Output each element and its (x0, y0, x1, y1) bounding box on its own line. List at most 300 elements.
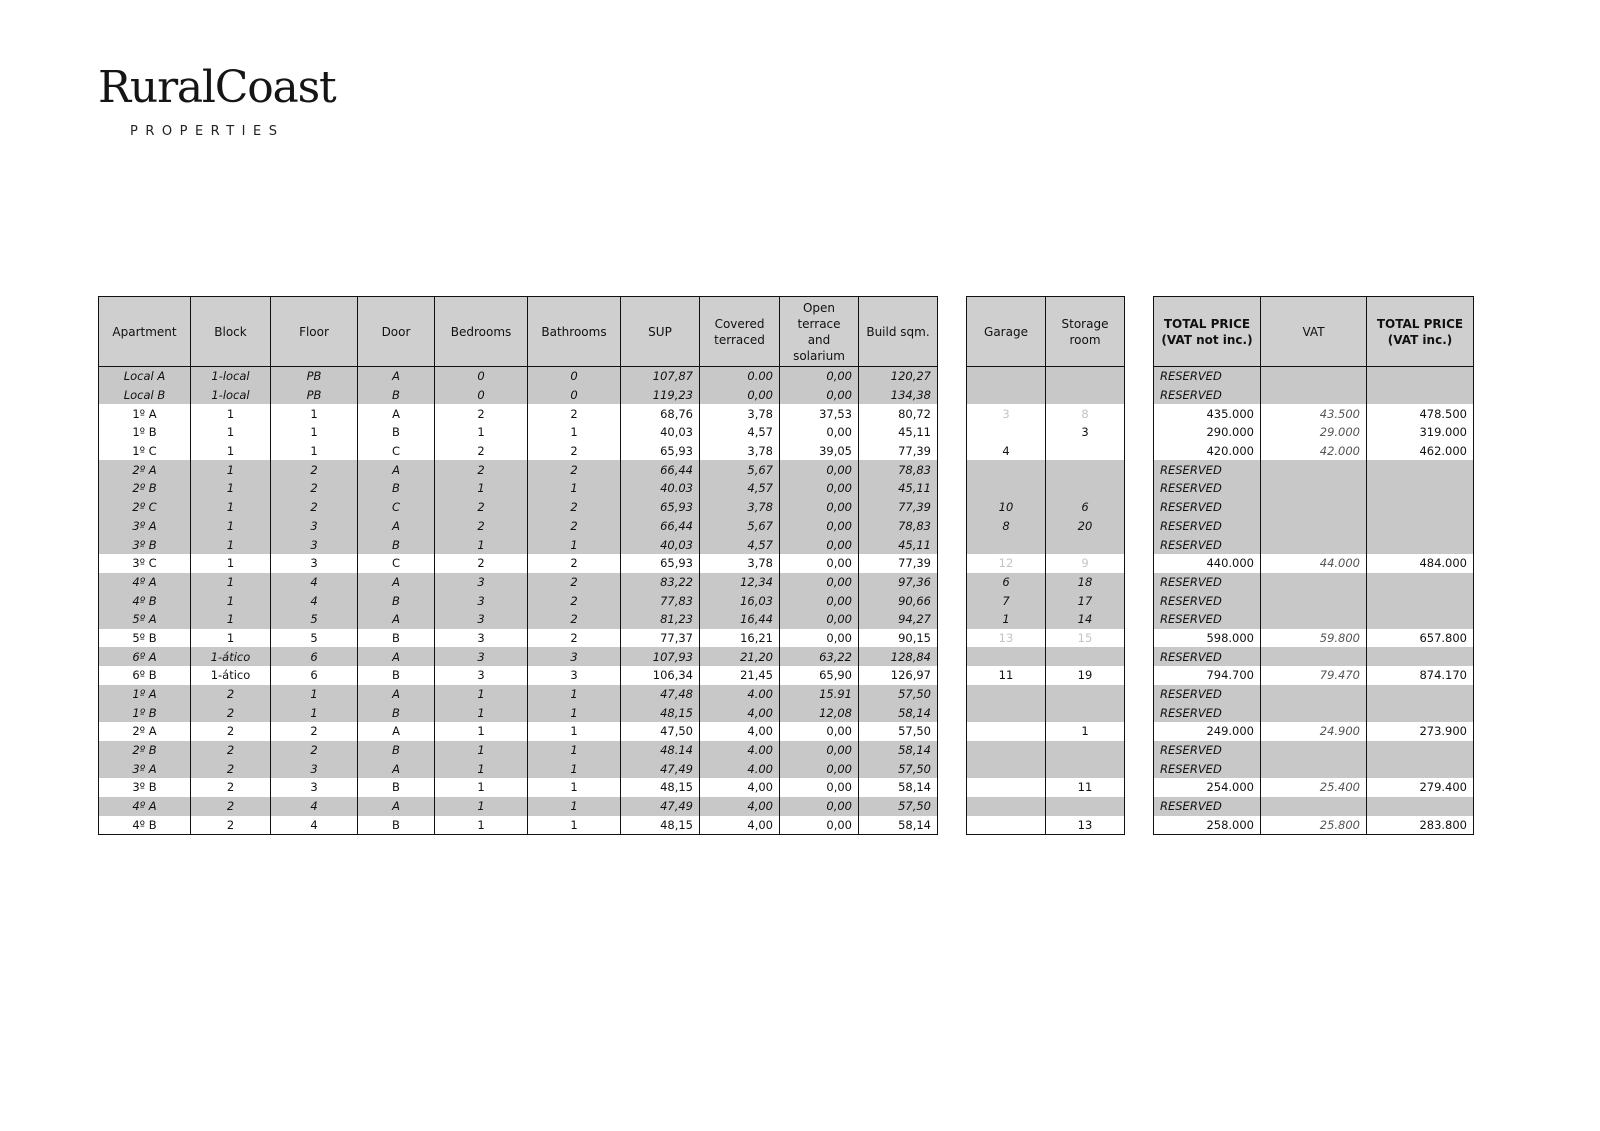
block-cell: 1 (191, 404, 271, 423)
total-price-inc-vat-cell: 273.900 (1367, 722, 1474, 741)
table-row (1154, 442, 1474, 461)
sup-cell: 40,03 (621, 423, 700, 442)
brand-tagline: PROPERTIES (130, 124, 285, 139)
build-sqm-cell: 128,84 (859, 647, 938, 666)
total-price-inc-vat-cell (1367, 797, 1474, 816)
storage-room-cell: 3 (1046, 423, 1125, 442)
total-price-ex-vat-cell: RESERVED (1154, 703, 1261, 722)
bedrooms-cell: 3 (435, 591, 528, 610)
garage-cell: 8 (967, 517, 1046, 536)
total-price-inc-vat-cell (1367, 460, 1474, 479)
total-price-ex-vat-cell: RESERVED (1154, 685, 1261, 704)
floor-cell: PB (271, 367, 358, 386)
garage-cell (967, 367, 1046, 386)
bathrooms-cell: 1 (528, 778, 621, 797)
door-cell: A (358, 573, 435, 592)
apartment-cell: 6º B (99, 666, 191, 685)
door-cell: B (358, 591, 435, 610)
door-cell: B (358, 778, 435, 797)
table-row (1154, 666, 1474, 685)
door-cell: A (358, 759, 435, 778)
garage-cell (967, 722, 1046, 741)
apartment-cell: 1º A (99, 685, 191, 704)
covered-terraced-cell: 16,44 (700, 610, 780, 629)
covered-terraced-cell: 4,57 (700, 423, 780, 442)
build-sqm-cell: 45,11 (859, 423, 938, 442)
floor-cell: 6 (271, 647, 358, 666)
build-sqm-cell: 77,39 (859, 554, 938, 573)
floor-cell: 2 (271, 479, 358, 498)
garage-cell: 12 (967, 554, 1046, 573)
sup-cell: 48,15 (621, 778, 700, 797)
block-cell: 2 (191, 797, 271, 816)
brand-name: RuralCoast (98, 62, 336, 113)
storage-room-cell (1046, 442, 1125, 461)
floor-cell: 5 (271, 610, 358, 629)
total-price-inc-vat-cell: 478.500 (1367, 404, 1474, 423)
table-row (99, 404, 938, 423)
build-sqm-cell: 77,39 (859, 442, 938, 461)
total-price-ex-vat-cell: RESERVED (1154, 479, 1261, 498)
vat-cell (1261, 517, 1367, 536)
total-price-ex-vat-cell: RESERVED (1154, 759, 1261, 778)
apartment-cell: 3º A (99, 759, 191, 778)
vat-cell: 42.000 (1261, 442, 1367, 461)
door-cell: B (358, 535, 435, 554)
total-price-ex-vat-cell: 435.000 (1154, 404, 1261, 423)
table-row (99, 479, 938, 498)
storage-room-cell (1046, 703, 1125, 722)
apartment-cell: 1º A (99, 404, 191, 423)
bedrooms-cell: 1 (435, 423, 528, 442)
block-cell: 1 (191, 591, 271, 610)
garage-cell (967, 386, 1046, 405)
bedrooms-cell: 1 (435, 535, 528, 554)
build-sqm-cell: 57,50 (859, 797, 938, 816)
apartment-cell: 3º C (99, 554, 191, 573)
table-row (1154, 816, 1474, 835)
build-sqm-cell: 57,50 (859, 685, 938, 704)
bathrooms-cell: 2 (528, 517, 621, 536)
vat-cell: 29.000 (1261, 423, 1367, 442)
bedrooms-cell: 2 (435, 442, 528, 461)
vat-cell (1261, 703, 1367, 722)
vat-cell (1261, 741, 1367, 760)
floor-cell: 3 (271, 778, 358, 797)
open-terrace-cell: 0,00 (780, 741, 859, 760)
build-sqm-cell: 80,72 (859, 404, 938, 423)
build-sqm-cell: 126,97 (859, 666, 938, 685)
table-row (99, 498, 938, 517)
table-row (1154, 517, 1474, 536)
sup-cell: 48,15 (621, 703, 700, 722)
total-price-inc-vat-cell: 462.000 (1367, 442, 1474, 461)
bedrooms-cell: 1 (435, 816, 528, 835)
total-price-ex-vat-cell: RESERVED (1154, 610, 1261, 629)
header-apartment: Apartment (99, 297, 191, 367)
extras-table (966, 296, 1125, 835)
door-cell: A (358, 367, 435, 386)
storage-room-cell: 14 (1046, 610, 1125, 629)
total-price-inc-vat-cell (1367, 479, 1474, 498)
bedrooms-cell: 3 (435, 610, 528, 629)
bathrooms-cell: 1 (528, 741, 621, 760)
total-price-inc-vat-cell (1367, 386, 1474, 405)
storage-room-cell: 13 (1046, 816, 1125, 835)
vat-cell: 43.500 (1261, 404, 1367, 423)
vat-cell: 25.400 (1261, 778, 1367, 797)
open-terrace-cell: 0,00 (780, 460, 859, 479)
bedrooms-cell: 1 (435, 759, 528, 778)
build-sqm-cell: 90,15 (859, 629, 938, 648)
sup-cell: 48.14 (621, 741, 700, 760)
table-row (1154, 741, 1474, 760)
build-sqm-cell: 45,11 (859, 479, 938, 498)
open-terrace-cell: 0,00 (780, 629, 859, 648)
vat-cell (1261, 759, 1367, 778)
sup-cell: 107,93 (621, 647, 700, 666)
apartment-cell: 6º A (99, 647, 191, 666)
sup-cell: 47,48 (621, 685, 700, 704)
table-row (967, 423, 1125, 442)
storage-room-cell (1046, 367, 1125, 386)
floor-cell: 1 (271, 685, 358, 704)
apartment-cell: Local B (99, 386, 191, 405)
table-row (99, 778, 938, 797)
sup-cell: 77,37 (621, 629, 700, 648)
block-cell: 2 (191, 778, 271, 797)
table-row (99, 703, 938, 722)
door-cell: A (358, 460, 435, 479)
apartment-details-table (98, 296, 938, 835)
bathrooms-cell: 1 (528, 535, 621, 554)
covered-terraced-cell: 3,78 (700, 442, 780, 461)
sup-cell: 83,22 (621, 573, 700, 592)
table-row (967, 554, 1125, 573)
table-row (967, 816, 1125, 835)
floor-cell: 4 (271, 591, 358, 610)
table-row (99, 722, 938, 741)
door-cell: B (358, 386, 435, 405)
bedrooms-cell: 0 (435, 386, 528, 405)
storage-room-cell: 1 (1046, 722, 1125, 741)
open-terrace-cell: 0,00 (780, 479, 859, 498)
bathrooms-cell: 2 (528, 610, 621, 629)
garage-cell (967, 778, 1046, 797)
header-vat: VAT (1261, 297, 1367, 367)
table-row (99, 460, 938, 479)
door-cell: B (358, 479, 435, 498)
vat-cell (1261, 610, 1367, 629)
floor-cell: 6 (271, 666, 358, 685)
table-row (1154, 386, 1474, 405)
table-row (99, 610, 938, 629)
total-price-inc-vat-cell: 319.000 (1367, 423, 1474, 442)
covered-terraced-cell: 4,00 (700, 722, 780, 741)
apartment-cell: 1º B (99, 703, 191, 722)
storage-room-cell: 18 (1046, 573, 1125, 592)
total-price-ex-vat-cell: RESERVED (1154, 535, 1261, 554)
table-row (99, 685, 938, 704)
total-price-ex-vat-cell: RESERVED (1154, 460, 1261, 479)
storage-room-cell: 6 (1046, 498, 1125, 517)
garage-cell: 3 (967, 404, 1046, 423)
sup-cell: 68,76 (621, 404, 700, 423)
table-row (1154, 460, 1474, 479)
storage-room-cell (1046, 759, 1125, 778)
build-sqm-cell: 58,14 (859, 703, 938, 722)
block-cell: 1-ático (191, 666, 271, 685)
bedrooms-cell: 1 (435, 741, 528, 760)
total-price-ex-vat-cell: RESERVED (1154, 797, 1261, 816)
garage-cell: 7 (967, 591, 1046, 610)
total-price-ex-vat-cell: 254.000 (1154, 778, 1261, 797)
total-price-ex-vat-cell: RESERVED (1154, 517, 1261, 536)
total-price-ex-vat-cell: 794.700 (1154, 666, 1261, 685)
total-price-inc-vat-cell (1367, 610, 1474, 629)
header-open-terrace: Open terrace and solarium (780, 297, 859, 367)
open-terrace-cell: 0,00 (780, 759, 859, 778)
covered-terraced-cell: 0,00 (700, 386, 780, 405)
table-row (967, 442, 1125, 461)
covered-terraced-cell: 21,20 (700, 647, 780, 666)
apartment-cell: 2º B (99, 741, 191, 760)
covered-terraced-cell: 3,78 (700, 404, 780, 423)
sup-cell: 81,23 (621, 610, 700, 629)
open-terrace-cell: 0,00 (780, 778, 859, 797)
header-bedrooms: Bedrooms (435, 297, 528, 367)
door-cell: C (358, 498, 435, 517)
garage-cell (967, 759, 1046, 778)
header-total-price-inc-vat: TOTAL PRICE (VAT inc.) (1367, 297, 1474, 367)
total-price-inc-vat-cell: 657.800 (1367, 629, 1474, 648)
build-sqm-cell: 78,83 (859, 517, 938, 536)
total-price-inc-vat-cell (1367, 759, 1474, 778)
table-row (967, 685, 1125, 704)
bathrooms-cell: 1 (528, 759, 621, 778)
bedrooms-cell: 0 (435, 367, 528, 386)
table-row (967, 460, 1125, 479)
header-total-price-ex-vat: TOTAL PRICE (VAT not inc.) (1154, 297, 1261, 367)
total-price-inc-vat-cell (1367, 517, 1474, 536)
table-row (1154, 535, 1474, 554)
open-terrace-cell: 0,00 (780, 573, 859, 592)
apartment-cell: 2º C (99, 498, 191, 517)
floor-cell: 1 (271, 423, 358, 442)
apartment-cell: 1º B (99, 423, 191, 442)
door-cell: A (358, 404, 435, 423)
sup-cell: 65,93 (621, 554, 700, 573)
table-row (1154, 759, 1474, 778)
garage-cell: 13 (967, 629, 1046, 648)
garage-cell (967, 535, 1046, 554)
total-price-ex-vat-cell: 290.000 (1154, 423, 1261, 442)
table-row (1154, 778, 1474, 797)
open-terrace-cell: 0,00 (780, 367, 859, 386)
header-door: Door (358, 297, 435, 367)
price-header-row (1154, 297, 1474, 367)
garage-cell (967, 423, 1046, 442)
storage-room-cell: 9 (1046, 554, 1125, 573)
storage-room-cell (1046, 386, 1125, 405)
sup-cell: 48,15 (621, 816, 700, 835)
garage-cell (967, 479, 1046, 498)
vat-cell (1261, 367, 1367, 386)
sup-cell: 66,44 (621, 460, 700, 479)
bedrooms-cell: 1 (435, 685, 528, 704)
bedrooms-cell: 2 (435, 460, 528, 479)
table-row (99, 741, 938, 760)
bedrooms-cell: 1 (435, 722, 528, 741)
sup-cell: 65,93 (621, 498, 700, 517)
apartment-cell: 2º B (99, 479, 191, 498)
table-row (967, 666, 1125, 685)
header-floor: Floor (271, 297, 358, 367)
door-cell: B (358, 423, 435, 442)
sup-cell: 65,93 (621, 442, 700, 461)
covered-terraced-cell: 5,67 (700, 460, 780, 479)
bathrooms-cell: 2 (528, 404, 621, 423)
build-sqm-cell: 134,38 (859, 386, 938, 405)
total-price-inc-vat-cell (1367, 647, 1474, 666)
open-terrace-cell: 0,00 (780, 498, 859, 517)
open-terrace-cell: 0,00 (780, 591, 859, 610)
block-cell: 1-ático (191, 647, 271, 666)
sup-cell: 40,03 (621, 535, 700, 554)
storage-room-cell: 19 (1046, 666, 1125, 685)
table-row (967, 629, 1125, 648)
bathrooms-cell: 2 (528, 591, 621, 610)
block-cell: 1-local (191, 367, 271, 386)
storage-room-cell (1046, 797, 1125, 816)
table-row (967, 517, 1125, 536)
floor-cell: 4 (271, 797, 358, 816)
header-bathrooms: Bathrooms (528, 297, 621, 367)
table-row (1154, 610, 1474, 629)
total-price-inc-vat-cell: 279.400 (1367, 778, 1474, 797)
total-price-inc-vat-cell: 283.800 (1367, 816, 1474, 835)
floor-cell: 1 (271, 442, 358, 461)
apartment-cell: 1º C (99, 442, 191, 461)
covered-terraced-cell: 4,57 (700, 535, 780, 554)
header-covered-terraced: Covered terraced (700, 297, 780, 367)
storage-room-cell (1046, 741, 1125, 760)
vat-cell (1261, 479, 1367, 498)
bathrooms-cell: 3 (528, 666, 621, 685)
vat-cell (1261, 386, 1367, 405)
table-row (1154, 629, 1474, 648)
sup-cell: 47,50 (621, 722, 700, 741)
door-cell: A (358, 797, 435, 816)
block-cell: 2 (191, 703, 271, 722)
table-row (1154, 685, 1474, 704)
block-cell: 1 (191, 629, 271, 648)
table-row (1154, 573, 1474, 592)
vat-cell (1261, 591, 1367, 610)
build-sqm-cell: 78,83 (859, 460, 938, 479)
table-row (967, 386, 1125, 405)
block-cell: 2 (191, 722, 271, 741)
build-sqm-cell: 58,14 (859, 816, 938, 835)
garage-cell (967, 647, 1046, 666)
apartment-cell: 3º B (99, 535, 191, 554)
total-price-ex-vat-cell: 420.000 (1154, 442, 1261, 461)
vat-cell (1261, 535, 1367, 554)
table-row (967, 778, 1125, 797)
header-storage-room: Storage room (1046, 297, 1125, 367)
table-row (1154, 404, 1474, 423)
total-price-ex-vat-cell: RESERVED (1154, 741, 1261, 760)
table-row (967, 610, 1125, 629)
extras-header-row (967, 297, 1125, 367)
block-cell: 1 (191, 554, 271, 573)
vat-cell: 24.900 (1261, 722, 1367, 741)
floor-cell: 4 (271, 573, 358, 592)
bathrooms-cell: 2 (528, 554, 621, 573)
garage-cell (967, 816, 1046, 835)
table-row (967, 404, 1125, 423)
sup-cell: 119,23 (621, 386, 700, 405)
covered-terraced-cell: 3,78 (700, 554, 780, 573)
table-row (99, 816, 938, 835)
apartment-cell: 4º A (99, 573, 191, 592)
build-sqm-cell: 77,39 (859, 498, 938, 517)
table-row (99, 423, 938, 442)
storage-room-cell: 17 (1046, 591, 1125, 610)
table-row (967, 535, 1125, 554)
open-terrace-cell: 0,00 (780, 423, 859, 442)
total-price-ex-vat-cell: 598.000 (1154, 629, 1261, 648)
covered-terraced-cell: 16,21 (700, 629, 780, 648)
garage-cell: 6 (967, 573, 1046, 592)
apartment-cell: 2º A (99, 722, 191, 741)
floor-cell: 2 (271, 722, 358, 741)
vat-cell (1261, 797, 1367, 816)
table-row (967, 498, 1125, 517)
storage-room-cell (1046, 647, 1125, 666)
table-row (1154, 591, 1474, 610)
vat-cell (1261, 460, 1367, 479)
block-cell: 2 (191, 741, 271, 760)
bedrooms-cell: 1 (435, 778, 528, 797)
bathrooms-cell: 1 (528, 797, 621, 816)
floor-cell: 4 (271, 816, 358, 835)
floor-cell: 3 (271, 554, 358, 573)
table-row (967, 647, 1125, 666)
vat-cell: 25.800 (1261, 816, 1367, 835)
door-cell: C (358, 442, 435, 461)
block-cell: 2 (191, 759, 271, 778)
table-row (967, 797, 1125, 816)
bathrooms-cell: 1 (528, 722, 621, 741)
table-row (1154, 797, 1474, 816)
door-cell: B (358, 703, 435, 722)
price-table (1153, 296, 1474, 835)
total-price-inc-vat-cell (1367, 741, 1474, 760)
table-row (99, 629, 938, 648)
bathrooms-cell: 2 (528, 629, 621, 648)
apartment-cell: 3º B (99, 778, 191, 797)
sup-cell: 47,49 (621, 759, 700, 778)
door-cell: B (358, 741, 435, 760)
covered-terraced-cell: 4.00 (700, 741, 780, 760)
block-cell: 1 (191, 479, 271, 498)
door-cell: C (358, 554, 435, 573)
build-sqm-cell: 45,11 (859, 535, 938, 554)
build-sqm-cell: 90,66 (859, 591, 938, 610)
table-row (967, 703, 1125, 722)
table-row (99, 367, 938, 386)
